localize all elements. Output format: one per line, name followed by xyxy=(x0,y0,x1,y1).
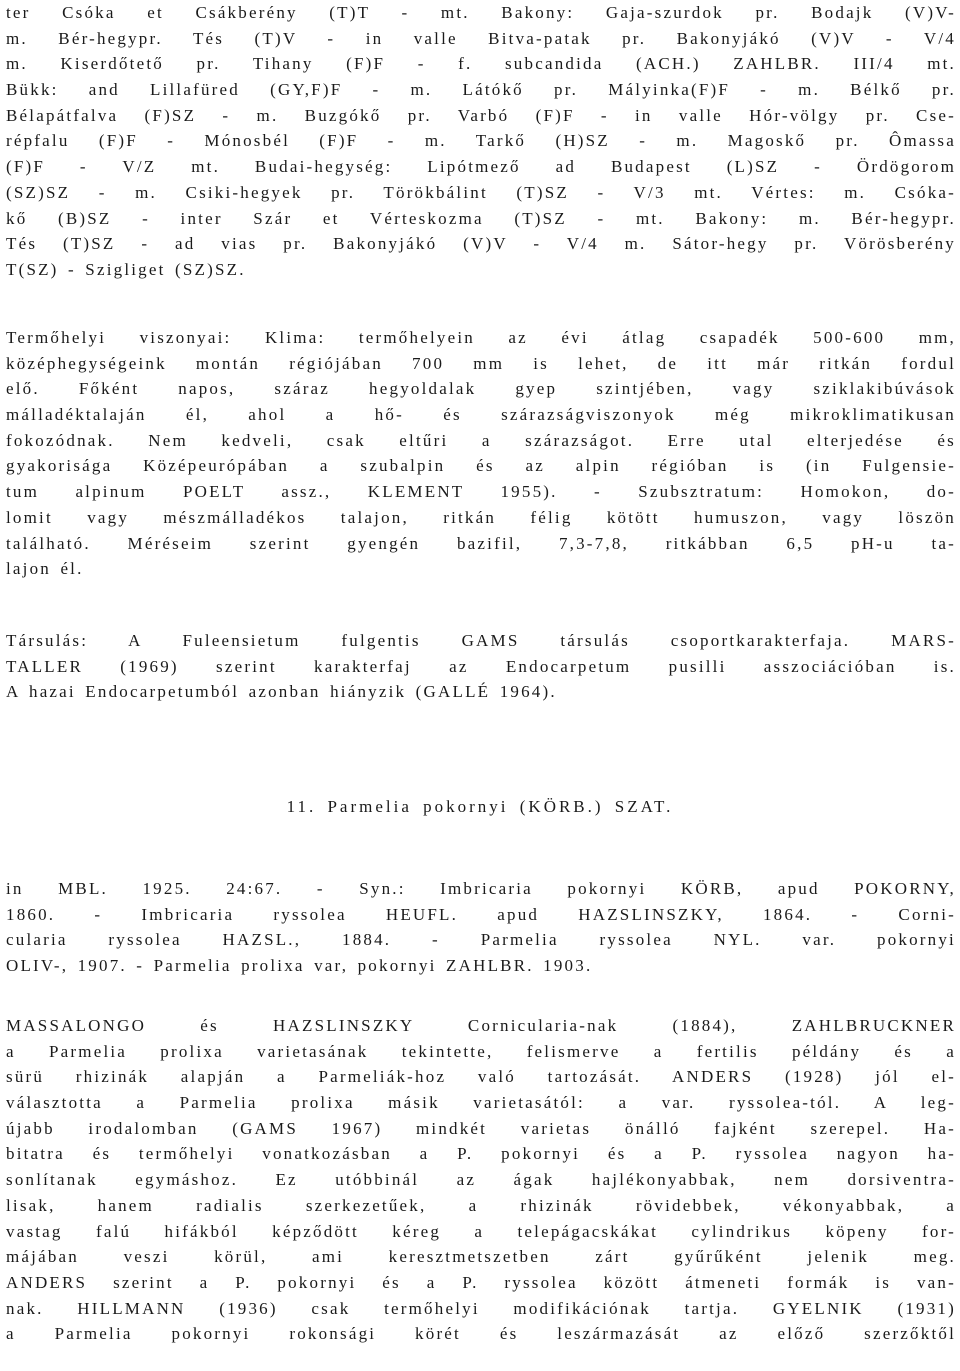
text-line: répfalu (F)F - Mónosbél (F)F - m. Tarkő (H)SZ - m. Magoskő pr. Ômassa xyxy=(6,131,956,151)
text-line: ter Csóka et Csákberény (T)T - mt. Bakony: Gaja-szurdok pr. Bodajk (V)V- xyxy=(6,3,956,22)
synonyms-paragraph xyxy=(6,876,956,979)
discussion-paragraph xyxy=(6,1013,956,1347)
localities-paragraph xyxy=(6,0,956,283)
text-line: m. Bér-hegypr. Tés (T)V - in valle Bitva-patak pr. Bakonyjákó (V)V - V/4 xyxy=(6,28,956,48)
text-line: lomit vagy mészmálladékos talajon, ritkán félig kötött humuszon, vagy löszön xyxy=(6,507,956,527)
text-line: választotta a Parmelia prolixa másik varietasától: a var. ryssolea-tól. A leg- xyxy=(6,1093,956,1113)
text-line: Tés (T)SZ - ad vias pr. Bakonyjákó (V)V - V/4 m. Sátor-hegy pr. Vörösberény xyxy=(6,234,956,254)
text-line: ANDERS szerint a P. pokornyi és a P. ryssolea között átmeneti formák is van- xyxy=(6,1272,956,1292)
text-line: bitatra és termőhelyi vonatkozásban a P. pokornyi és a P. ryssolea nagyon ha- xyxy=(6,1144,956,1164)
text-line: kő (B)SZ - inter Szár et Vérteskozma (T)SZ - mt. Bakony: m. Bér-hegypr. xyxy=(6,208,956,228)
text-line: a Parmelia prolixa varietasának tekintette, felismerve a fertilis példány és a xyxy=(6,1041,956,1061)
text-line: sürü rhizinák alapján a Parmeliák-hoz való tartozását. ANDERS (1928) jól el- xyxy=(6,1067,956,1087)
text-line: tum alpinum POELT assz., KLEMENT 1955). - Szubsztratum: Homokon, do- xyxy=(6,482,956,502)
text-line: található. Méréseim szerint gyengén bazifil, 7,3-7,8, ritkábban 6,5 pH-u ta- xyxy=(6,533,956,553)
text-line: Bükk: and Lillafüred (GY,F)F - m. Látókő pr. Mályinka(F)F - m. Bélkő pr. xyxy=(6,80,956,100)
text-line: a Parmelia pokornyi rokonsági körét és leszármazását az előző szerzőktől xyxy=(6,1324,956,1344)
text-line: vastag falú hifákból képződött kéreg a telepágacskákat cylindrikus köpeny for- xyxy=(6,1221,956,1241)
text-line: nak. HILLMANN (1936) csak termőhelyi modifikációnak tartja. GYELNIK (1931) xyxy=(6,1298,956,1318)
text-line: T(SZ) - Szigliget (SZ)SZ. xyxy=(6,259,246,279)
text-line: in MBL. 1925. 24:67. - Syn.: Imbricaria pokornyi KÖRB, apud POKORNY, xyxy=(6,879,956,898)
species-heading: 11. Parmelia pokornyi (KÖRB.) SZAT. xyxy=(286,797,674,816)
text-line: (F)F - V/Z mt. Budai-hegység: Lipótmező ad Budapest (L)SZ - Ördögorom xyxy=(6,157,956,177)
text-line: fokozódnak. Nem kedveli, csak eltűri a szárazságot. Erre utal elterjedése és xyxy=(6,430,956,450)
text-line: lisak, hanem radialis szerkezetűek, a rhizinák rövidebbek, vékonyabbak, a xyxy=(6,1195,956,1215)
text-line: TALLER (1969) szerint karakterfaj az Endocarpetum pusilli asszociációban is. xyxy=(6,656,956,676)
text-line: OLIV-, 1907. - Parmelia prolixa var, pokornyi ZAHLBR. 1903. xyxy=(6,956,593,976)
text-line: májában veszi körül, ami keresztmetszetben zárt gyűrűként jelenik meg. xyxy=(6,1247,956,1267)
text-line: sonlítanak egymáshoz. Ez utóbbinál az ágak hajlékonyabbak, nem dorsiventra- xyxy=(6,1170,956,1190)
text-line: (SZ)SZ - m. Csiki-hegyek pr. Törökbálint (T)SZ - V/3 mt. Vértes: m. Csóka- xyxy=(6,182,956,202)
text-line: A hazai Endocarpetumból azonban hiányzik (GALLÉ 1964). xyxy=(6,682,557,702)
text-line: Bélapátfalva (F)SZ - m. Buzgókő pr. Varbó (F)F - in valle Hór-völgy pr. Cse- xyxy=(6,105,956,125)
text-line: Társulás: A Fuleensietum fulgentis GAMS társulás csoportkarakterfaja. MARS- xyxy=(6,631,956,650)
text-line: MASSALONGO és HAZSLINSZKY Cornicularia-nak (1884), ZAHLBRUCKNER xyxy=(6,1016,956,1035)
text-line: elő. Főként napos, száraz hegyoldalak gyep szintjében, vagy sziklakibúvások xyxy=(6,379,956,399)
text-line: újabb irodalomban (GAMS 1967) mindkét varietas önálló fajként szerepel. Ha- xyxy=(6,1118,956,1138)
text-line: Termőhelyi viszonyai: Klima: termőhelyein az évi átlag csapadék 500-600 mm, xyxy=(6,328,956,347)
text-line: cularia ryssolea HAZSL., 1884. - Parmelia ryssolea NYL. var. pokornyi xyxy=(6,930,956,950)
association-paragraph xyxy=(6,628,956,705)
text-line: középhegységeink montán régiójában 700 mm is lehet, de itt már ritkán fordul xyxy=(6,353,956,373)
text-line: gyakorisága Középeurópában a szubalpin és az alpin régióban is (in Fulgensie- xyxy=(6,456,956,476)
text-line: m. Kiserdőtető pr. Tihany (F)F - f. subcandida (ACH.) ZAHLBR. III/4 mt. xyxy=(6,54,956,74)
text-line: 1860. - Imbricaria ryssolea HEUFL. apud HAZSLINSZKY, 1864. - Corni- xyxy=(6,904,956,924)
habitat-paragraph xyxy=(6,325,956,582)
text-line: málladéktalaján él, ahol a hő- és szárazságviszonyok még mikroklimatikusan xyxy=(6,405,956,425)
text-line: lajon él. xyxy=(6,559,84,579)
